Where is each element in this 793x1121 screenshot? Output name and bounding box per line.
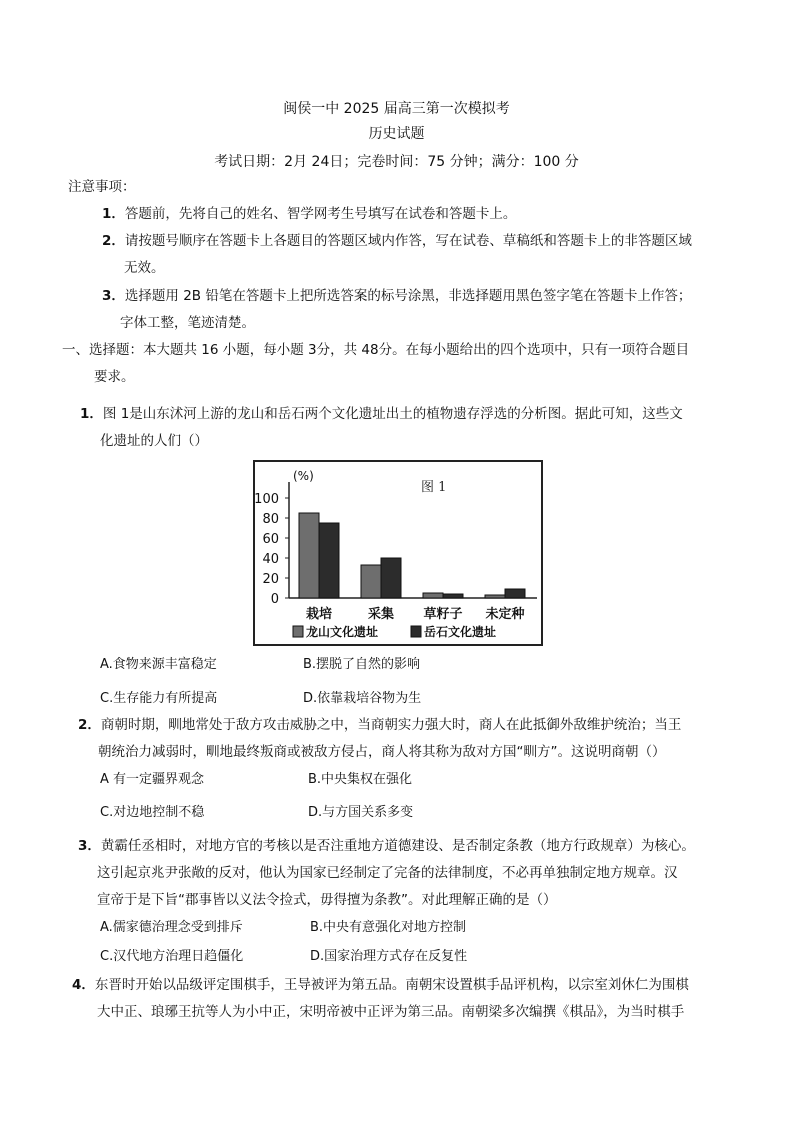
bar-longshan [299, 513, 319, 598]
question-3-stem [78, 837, 695, 855]
note-item-2 [102, 232, 692, 250]
note-text: 答题前，先将自己的姓名、智学网考生号填写在试卷和答题卡上。 [124, 206, 517, 222]
bar-longshan [485, 595, 505, 598]
y-tick-label: 100 [254, 492, 279, 507]
q3-option-c: C.汉代地方治理日趋僵化 [100, 949, 244, 964]
x-tick-label: 未定种 [485, 607, 525, 622]
bar-longshan [361, 565, 381, 598]
q2-option-d: D.与方国关系多变 [308, 805, 414, 820]
exam-info: 考试日期：2月 24日；完卷时间：75 分钟；满分：100 分 [214, 154, 579, 170]
question-3-stem-cont-1: 这引起京兆尹张敞的反对，他认为国家已经制定了完备的法律制度，不必再单独制定地方规章。汉 [97, 865, 678, 881]
x-tick-label: 采集 [367, 607, 395, 622]
notes-heading: 注意事项： [68, 179, 136, 195]
section1-heading: 一、选择题：本大题共 16 小题，每小题 3分，共 48分。在每小题给出的四个选项中，只有一项符合题目 [62, 342, 690, 358]
q1-option-d: D.依靠栽培谷物为生 [303, 691, 422, 706]
legend-swatch-yueshi [411, 626, 421, 637]
exam-title: 闽侯一中 2025 届高三第一次模拟考 [283, 101, 510, 117]
bar-longshan [423, 593, 443, 598]
chart-title: 图 1 [421, 480, 447, 495]
q2-option-a: A 有一定疆界观念 [100, 772, 205, 787]
question-2-stem [78, 716, 681, 734]
question-1-stem-cont: 化遗址的人们（） [100, 433, 208, 449]
note-number: 2． [102, 233, 125, 249]
question-text: 东晋时开始以品级评定围棋手，王导被评为第五品。南朝宋设置棋手品评机构，以宗室刘休仁为围棋 [94, 977, 689, 993]
question-number: 1． [80, 406, 103, 422]
y-tick-label: 0 [270, 592, 279, 607]
q3-option-b: B.中央有意强化对地方控制 [310, 920, 467, 935]
bar-yueshi [319, 523, 339, 598]
q3-option-d: D.国家治理方式存在反复性 [310, 949, 468, 964]
note-item-2-cont: 无效。 [124, 260, 165, 276]
question-2-stem-cont: 朝统治力减弱时，甽地最终叛商或被敌方侵占，商人将其称为敌对方国“甽方”。这说明商朝（） [98, 744, 666, 760]
legend-swatch-longshan [293, 626, 303, 637]
note-item-3-cont: 字体工整，笔迹清楚。 [120, 315, 255, 331]
y-tick-label: 40 [262, 552, 279, 567]
y-tick-label: 20 [262, 572, 279, 587]
q3-option-a: A.儒家德治理念受到排斥 [100, 920, 243, 935]
question-4-stem [72, 976, 689, 994]
y-tick-label: 80 [262, 512, 279, 527]
question-number: 4． [72, 977, 95, 993]
question-4-stem-cont: 大中正、琅琊王抗等人为小中正，宋明帝被中正评为第三品。南朝梁多次编撰《棋品》，为当时棋手 [97, 1004, 685, 1020]
note-number: 3． [102, 288, 125, 304]
note-text: 请按题号顺序在答题卡上各题目的答题区域内作答，写在试卷、草稿纸和答题卡上的非答题区域 [124, 233, 692, 249]
note-item-1 [102, 205, 516, 223]
q2-option-c: C.对边地控制不稳 [100, 805, 205, 820]
x-tick-label: 栽培 [305, 607, 333, 622]
note-text: 选择题用 2B 铅笔在答题卡上把所选答案的标号涂黑，非选择题用黑色签字笔在答题卡上作答； [124, 288, 692, 304]
q1-option-b: B.摆脱了自然的影响 [303, 657, 421, 672]
bar-yueshi [381, 558, 401, 598]
question-number: 3． [78, 838, 101, 854]
bar-yueshi [443, 594, 463, 598]
x-tick-label: 草籽子 [423, 607, 463, 622]
legend-label: 岳石文化遗址 [424, 625, 497, 639]
y-tick-label: 60 [262, 532, 279, 547]
q2-option-b: B.中央集权在强化 [308, 772, 413, 787]
bar-chart [253, 460, 543, 646]
question-1-stem [80, 405, 683, 423]
note-number: 1． [102, 206, 125, 222]
q1-option-a: A.食物来源丰富稳定 [100, 657, 217, 672]
question-3-stem-cont-2: 宣帝于是下旨“郡事皆以义法令捡式，毋得擅为条教”。对此理解正确的是（） [97, 892, 557, 908]
question-number: 2． [78, 717, 101, 733]
note-item-3 [102, 287, 691, 305]
y-axis-unit-label: (%) [293, 469, 314, 483]
legend-label: 龙山文化遗址 [306, 625, 379, 639]
exam-subject: 历史试题 [368, 126, 425, 142]
figure-1-chart [253, 460, 543, 646]
bar-yueshi [505, 589, 525, 598]
question-text: 黄霸任丞相时，对地方官的考核以是否注重地方道德建设、是否制定条教（地方行政规章）为核心。 [100, 838, 695, 854]
q1-option-c: C.生存能力有所提高 [100, 691, 218, 706]
section1-heading-cont: 要求。 [94, 369, 135, 385]
question-text: 图 1是山东沭河上游的龙山和岳石两个文化遗址出土的植物遗存浮选的分析图。据此可知，这些文 [102, 406, 683, 422]
question-text: 商朝时期，甽地常处于敌方攻击威胁之中，当商朝实力强大时，商人在此抵御外敌维护统治；当王 [100, 717, 682, 733]
